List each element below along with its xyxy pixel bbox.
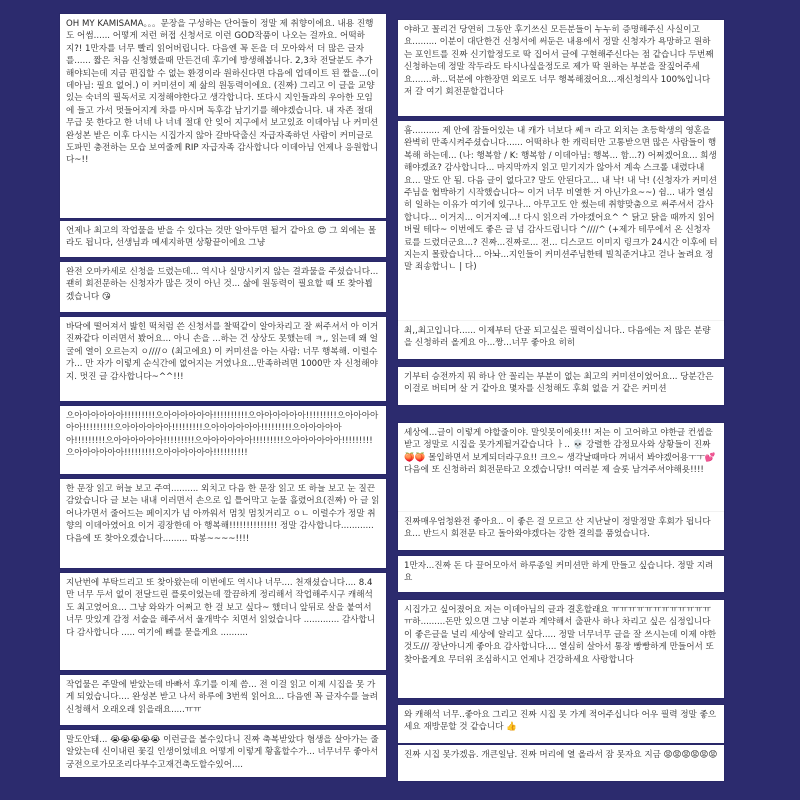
review-card: 최,,최고입니다...... 이제부터 단골 되고싶은 필력이십니다.. 다음에는 저 많은 분량을 신청하러 올게요 아...짱...너무 좋아요 히히 <box>398 321 724 359</box>
review-card: 1만자...진짜 돈 다 끌어모아서 하루종일 커미션만 하게 만들고 싶습니다. 정말 지려요 <box>398 556 724 592</box>
review-card: 진짜 시집 못가겠음. 개큰일남. 진짜 머리에 열 올라서 잠 못자요 지금 😡😡😡😡😡😡 <box>398 745 724 781</box>
review-card: 말도안돼... 😭😭😭😭😭 이런글을 볼수있다니 진짜 축복받았다 혐생을 살아가는 줄 알았는데 신이내린 꽃길 인생이었네요 어떻게 이렇게 황홀할수가... 너무너무 좋아서 궁전으로가모조리다부수고재건축도할수있어.... <box>60 730 386 777</box>
review-card: 기부터 승전까지 뭐 하나 안 꼴리는 부분이 없는 최고의 커미션이었어요... 당분간은 이걸로 버티며 살 거 같아요 몇자를 신청해도 후회 없을 거 같은 커미션 <box>398 367 724 405</box>
review-card: 흠.......... 제 안에 잠들어있는 내 캐가 너보다 쎄ㅋ 라고 외치는 초등학생의 영혼을 완벽히 만족시켜주셨습니다...... 어떡하나 한 캐릭터만 고통받으면 많은 사람들이 행복해 하는데... (나: 행복함 / K: 행복함 / 이데아님: 행복... 함...?) 어쩌겠어요... 희생해야겠죠? 감사합니다... 마지막까지 읽고 믿기지가 않아서 계속 스크롤 내렸다내요... 말도 안 됨. 다음 글이 없다고? 말도 안된다고... 내 낙! 내 낙! (신청자가 커미션주님을 협박하기 시작했습니다~ 이거 너무 비열한 거 아닌가요~~) 쉼... 내가 열심히 일하는 이유가 여기에 있구나... 아무고도 안 썼는데 취향맞춤으로 써주셔서 감사합니다... 이거지... 이거지예...! 다시 읽으러 가야겠어요^ ^ 닭고 닭을 때까지 읽어버릴 테다~ 이번에도 좋은 글 넘 감사드립니다 ^////^ (+제가 테무에서 온 신청자료를 드렸더군요...? 진짜...진짜로... 전... 디스코드 이미지 링크가 24시간 이후에 터지는지 몰랐습니다... 아놔...지인들이 커미션주님한테 빌칙준거냐고 걷나 놀려요 정말 죄송합니ㄴ | 다) <box>398 121 724 325</box>
review-card: 작업물은 주말에 받았는데 바빠서 후기를 이제 씀... 전 이걸 읽고 이제 시집을 못 가게 되었습니다.... 완성본 받고 나서 하루에 3번씩 읽어요... 다음엔 꼭 글자수를 늘려 신청해서 오래오래 읽을래요.....ㅠㅠ <box>60 675 386 725</box>
review-card: 바닥에 떨어져서 밟힌 떡처럼 쓴 신청서를 찰떡같이 알아차리고 잘 써주셔서 아 이거 진짜같다 이러면서 봤어요... 아니 손을 ...하는 건 상상도 못했는데 ㅋ,, 읽는데 왜 얼굴에 열이 오르는지 ㅇ////ㅇ (최고에요) 이 커미션을 아는 사람: 너무 행복해. 이럴수가... 만 자가 이렇게 순식간에 없어지는 거였나요...만족하려면 1000만 자 신청해야지. 멋진 글 감사합니다~^^!!! <box>60 317 386 401</box>
review-card: 한 문장 읽고 허늘 보고 주여.......... 외치고 다음 한 문장 읽고 또 하늘 보고 눈 질끈 감았습니다 글 보는 내내 이러면서 손으로 입 틀어막고 눈물 흘렸어요(진짜) 아 글 읽어나가면서 줄어드는 페이지가 넘 아까워서 멈칫 멈칫거리고 ㅇㄴ 이럴수가 정말 취향의 이데아였어요 이거 굉장한데 아 행복해!!!!!!!!!!!!!! 정말 감사합니다............ 다음에 또 찾아오겠습니다......... 따봉~~~~!!!! <box>60 479 386 568</box>
review-card: OH MY KAMISAMA。。。문장을 구성하는 단어들이 정말 제 취향이에요. 내용 진행도 어썸...... 어떻게 저런 허접 신청서로 이런 GOD작품이 나오는 걸까요. 어떡하지?! 1만자를 너무 빨리 읽어버립니다. 다음엔 꼭 돈을 더 모아와서 더 많은 글자를...... 짧은 처음 신청했을때 만든건데 후기에 방생해봅니다. 2,3차 전달분도 추가해야되는데 지금 편집할 수 없는 환경이라 원하신다면 다음에 업데이트 된 짤을...(이데아님: 필요 없어.) 이 커미션이 제 삶의 원동력이에요. (진짜) 그리고 이 글을 교양있는 숙녀의 필독서로 지정해야한다고 생각합니다. 또다시 지인들과의 우아한 모임에 들고 가서 멋들어지게 차를 마시며 독후감 남기기를 해야겠습니다. 내 자존 절대 무급 못 한다고 한 너네 나 너네 절대 안 잊어 지구에서 보고있죠 이데아님 나 커미션 완성본 받은 이후 다시는 시집가지 않아 갈바닥출신 자급자족하던 사람이 커미글로 도파민 충전하는 모습 보여줄께 RIP 자급자족 감사합니다 이데아님 언제나 응원합니다~!! <box>60 14 386 218</box>
review-card: 야하고 꼴리건 당연히 그동안 후기쓰신 모든분들이 누누히 증명해주신 사실이고요......... 이분이 대단한건 신청서에 써둔은 내용에서 정말 신청자가 욕망하고 원하는 포인트를 진짜 신기할정도로 딱 집어서 글에 구현해주신다는 점 같습니다 두번째 신청하는데 정말 작두라도 타시나싶을정도로 제가 딱 원하는 부분을 잘짚어주세요.......하...덕분에 야한장면 외로도 너무 행복해졌어요...재신청의사 100%입니다 저 갈 여기 회전문할겁니다 <box>398 20 724 116</box>
review-card: 와 캐해석 너무..좋아요 그리고 진짜 시집 못 가게 적어주십니다 어우 필력 정말 좋으세요 재방문할 것 같습니다 👍 <box>398 705 724 743</box>
review-card: 완전 오마카세로 신청을 드렸는데... 역시나 실망시키지 않는 결과물을 주셨습니다... 괜히 회전문하는 신청자가 많은 것이 아닌 것... 삶에 원동력이 필요할 때 또 찾아뵙겠습니다 😘 <box>60 262 386 312</box>
review-card: 세상에...글이 이렇게 야할줄이야. 말잇못이에욧!!! 저는 이 고어하고 야한글 컨셉을 받고 정말로 시집을 못가게될거같습니다 ㅏ.. 💀 강렬한 감정묘사와 상황들이 진짜 🍑🍑 몰입하면서 보게되더라구요!! 크으~ 생각날때마다 꺼내서 봐야겠어용ㅜㅜ💕 다음에 또 신청하러 회전문타고 오겠습니당!! 여러분 제 슬롯 남겨주셔야해욧!!!! <box>398 423 724 518</box>
review-card: 지난번에 부탁드리고 또 찾아왔는데 이번에도 역시나 너무.... 천재셨습니다.... 8.4만 너무 두서 없이 전달드린 플롯이었는데 깔끔하게 정리해서 작업해주시구 캐해석도 최고였어요... 그냥 와와가 어쩌고 한 걸 보고 싶다~ 했더니 앞뒤로 살을 붙여서 너무 맛있게 감정 서술을 해주셔서 울개박수 치면서 읽었습니다 ............. 감사합니다 감사합니다 ..... 여기에 뼈를 묻을게요 .......... <box>60 573 386 670</box>
review-card: 으아아아아아아!!!!!!!!!으아아아아아아!!!!!!!!!!으아아아아아아!!!!!!!!!으아아아아아아!!!!!!!!!으아아아아아아!!!!!!!!!으아아아아아아!!!!!!!!!으아아아아아아!!!!!!!!!으아아아아아아!!!!!!!!!으아아아아아아!!!!!!!!!으아아아아아아!!!!!!!!!으아아아아아아!!!!!!!!!으아아아아아아!!!!!!!!!! <box>60 406 386 474</box>
review-card: 언제나 최고의 작업물을 받을 수 있다는 것만 알아두면 될거 같아요 😍 그 외에는 몰라도 됩니다, 선생님과 메세지하면 상황끝이에요 그냥 <box>60 221 386 257</box>
review-card: 시집가고 싶어졌어요 저는 이데아님의 글과 결혼할래요 ㅠㅠㅠㅠㅠㅠㅠㅠㅠㅠㅠㅠㅠ하.........돈만 있으면 그냥 이분과 계약해서 출판사 하나 차리고 싶은 심정입니다 이 좋은글을 널리 세상에 알리고 싶다..... 정말 너무너무 글을 잘 쓰시는데 이제 야한것도/// 장난아니게 좋아요 감사합니다.... 열심히 살아서 통장 빵빵하게 만들어서 또 찾아올게요 무더위 조심하시고 언제나 건강하세요 사랑합니다 <box>398 600 724 698</box>
review-card: 진짜매우엄청완전 좋아요.. 이 좋은 걸 모르고 산 지난날이 정말정말 후회가 됩니다요... 반드시 회전문 타고 돌아와야겠다는 강한 결의를 품었습니다. <box>398 512 724 550</box>
